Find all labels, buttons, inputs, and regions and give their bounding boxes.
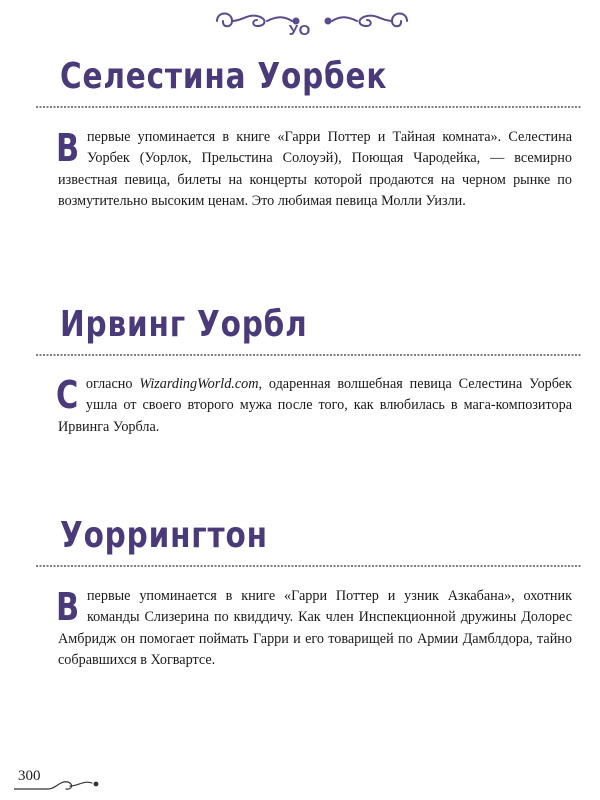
page-footer — [14, 768, 124, 792]
dotted-divider — [36, 351, 582, 359]
entry-text: первые упоминается в книге «Гарри Поттер и узник Азкабана», охотник команды Слизерина по квиддичу. Как член Инспекционной дружины Долорес Амбридж он помогает поймать Гарри и его товарищей по Армии Дамблдора, тайно собравшихся в Хогвартсе. — [58, 588, 572, 669]
dropcap: В — [56, 126, 80, 170]
entry-irving — [50, 303, 572, 435]
entry-body — [58, 586, 572, 672]
website-reference: WizardingWorld.com — [139, 376, 259, 392]
entry-text-after: , одаренная волшебная певица Селестина Уорбек ушла от своего второго мужа после того, как влюбилась в мага-композитора Ирвинга Уорбла. — [58, 376, 572, 435]
entry-title: Уоррингтон — [60, 515, 268, 556]
dotted-divider — [36, 103, 582, 111]
header-ornament — [0, 6, 600, 42]
entry-text: первые упоминается в книге «Гарри Поттер и Тайная комната». Селестина Уорбек (Уорлок, Прельстина Солоуэй), Поющая Чародейка, — всемирно известная певица, билеты на концерты которой продаются на черном рынке по возмутительно высоким ценам. Это любимая певица Молли Уизли. — [58, 129, 572, 210]
entry-body — [58, 127, 572, 213]
dotted-divider — [36, 562, 582, 570]
entry-title: Ирвинг Уорбл — [60, 304, 308, 345]
entry-warrington — [50, 514, 572, 669]
page-number: 300 — [18, 768, 41, 784]
entry-body — [58, 374, 572, 438]
dropcap: В — [56, 585, 80, 629]
header-letters: УО — [288, 22, 312, 39]
entry-text-before: огласно — [85, 376, 140, 392]
entry-title: Селестина Уорбек — [60, 56, 388, 97]
dropcap: С — [56, 373, 79, 417]
entry-celestina — [50, 55, 572, 210]
